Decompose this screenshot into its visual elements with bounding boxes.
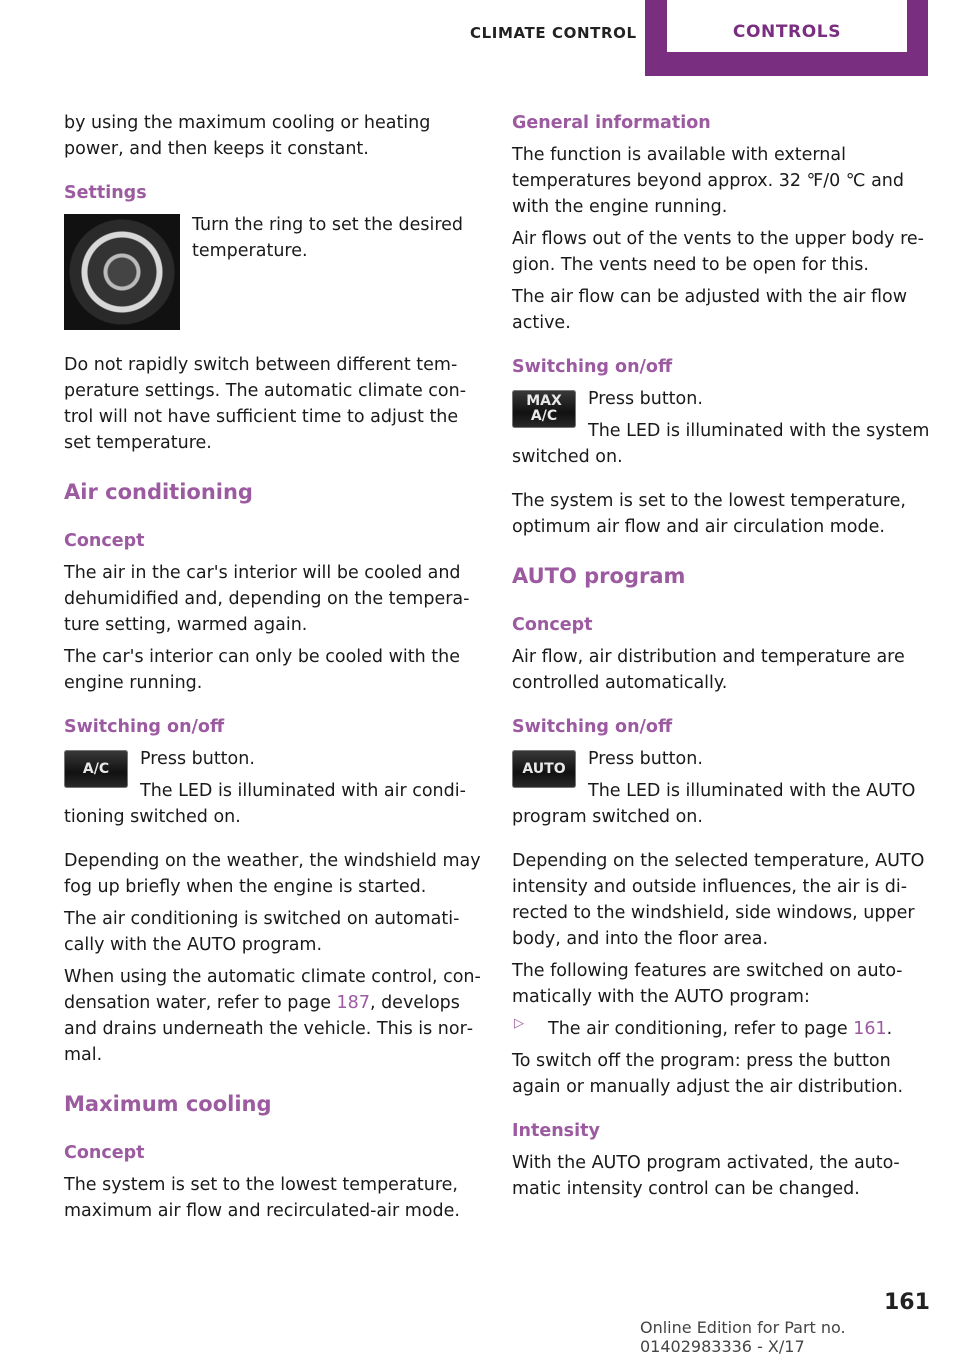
ac-button-image: A/C	[64, 750, 128, 788]
ac-concept-p2: The car's interior can only be cooled with the engine running.	[64, 647, 461, 693]
ac-concept-p1: The air in the car's interior will be cooled and dehumidified and, depending on the temperature setting, warmed again.	[64, 563, 470, 635]
settings-figure-row	[64, 212, 482, 334]
max-concept-heading: Concept	[64, 1143, 145, 1163]
ac-paragraph-1: Depending on the weather, the windshield may fog up briefly when the engine is started.	[64, 851, 481, 897]
page-number: 161	[884, 1290, 930, 1315]
max-ac-line1: MAX	[526, 393, 562, 409]
ac-p3-text-b: , develops and drains underneath the vehicle. This is normal.	[64, 993, 474, 1065]
auto-button-image: AUTO	[512, 750, 576, 788]
intensity-heading: Intensity	[512, 1121, 600, 1141]
max-ac-button-image	[512, 390, 576, 428]
general-paragraph-3: The air flow can be adjusted with the air flow active.	[512, 287, 908, 333]
ac-paragraph-3	[64, 964, 482, 1068]
max-ac-line2: A/C	[530, 408, 558, 424]
ac-p3-text-a: When using the automatic climate control, condensation water, refer to page	[64, 967, 481, 1013]
auto-press-text: Press button.	[588, 749, 703, 769]
auto-switch-heading: Switching on/off	[512, 717, 673, 737]
bullet-arrow-icon: ▷	[514, 1016, 524, 1031]
page-link-187[interactable]: 187	[336, 993, 370, 1013]
bullet-text	[548, 1016, 892, 1042]
general-info-heading: General information	[512, 113, 711, 133]
bullet-item	[512, 1016, 930, 1042]
chapter-tab[interactable]	[645, 0, 928, 76]
general-paragraph-2: Air flows out of the vents to the upper body region. The vents need to be open for this.	[512, 229, 924, 275]
settings-note: Do not rapidly switch between different temperature settings. The automatic climate control will not have sufficient time to adjust the set temperature.	[64, 355, 467, 453]
ac-concept-heading: Concept	[64, 531, 145, 551]
auto-paragraph-1: Depending on the selected temperature, AUTO intensity and outside influences, the air is directed to the windshield, side windows, upper body, and into the floor area.	[512, 851, 925, 949]
footer-edition: Online Edition for Part no. 01402983336 - X/17	[640, 1318, 846, 1356]
chapter-tab-label: CONTROLS	[732, 22, 842, 42]
settings-text: Turn the ring to set the desired temperature.	[192, 215, 464, 261]
maximum-cooling-heading: Maximum cooling	[64, 1092, 272, 1116]
auto-concept-heading: Concept	[512, 615, 593, 635]
intro-paragraph: by using the maximum cooling or heating power, and then keeps it constant.	[64, 113, 431, 159]
settings-heading: Settings	[64, 183, 147, 203]
air-conditioning-heading: Air conditioning	[64, 480, 253, 504]
auto-concept-paragraph: Air flow, air distribution and temperature are controlled automatically.	[512, 647, 905, 693]
ac-press-text: Press button.	[140, 749, 255, 769]
left-column	[64, 110, 482, 1224]
max-button-row	[512, 386, 930, 470]
bullet-text-b: .	[886, 1019, 893, 1039]
auto-button-row	[512, 746, 930, 830]
temperature-ring-image	[64, 214, 180, 330]
ac-button-row	[64, 746, 482, 830]
chapter-tab-inner	[667, 0, 907, 52]
ac-led-text: The LED is illuminated with air conditioning switched on.	[64, 781, 466, 827]
max-switch-heading: Switching on/off	[512, 357, 673, 377]
max-press-text: Press button.	[588, 389, 703, 409]
ac-switch-heading: Switching on/off	[64, 717, 225, 737]
auto-paragraph-3: To switch off the program: press the button again or manually adjust the air distribution.	[512, 1051, 904, 1097]
max-concept-paragraph: The system is set to the lowest temperature, maximum air flow and recirculated-air mode.	[64, 1175, 460, 1221]
page-header	[0, 0, 960, 76]
general-paragraph-1: The function is available with external temperatures beyond approx. 32 ℉/0 ℃ and with the engine running.	[512, 145, 904, 217]
auto-program-heading: AUTO program	[512, 564, 686, 588]
intensity-paragraph: With the AUTO program activated, the automatic intensity control can be changed.	[512, 1153, 900, 1199]
section-title: CLIMATE CONTROL	[470, 24, 637, 42]
page-link-161[interactable]: 161	[853, 1019, 887, 1039]
max-paragraph: The system is set to the lowest temperature, optimum air flow and air circulation mode.	[512, 491, 906, 537]
bullet-text-a: The air conditioning, refer to page	[548, 1019, 854, 1039]
auto-led-text: The LED is illuminated with the AUTO program switched on.	[512, 781, 916, 827]
right-column	[512, 110, 930, 1202]
auto-paragraph-2: The following features are switched on automatically with the AUTO program:	[512, 961, 903, 1007]
ac-paragraph-2: The air conditioning is switched on automatically with the AUTO program.	[64, 909, 460, 955]
max-led-text: The LED is illuminated with the system switched on.	[512, 421, 930, 467]
